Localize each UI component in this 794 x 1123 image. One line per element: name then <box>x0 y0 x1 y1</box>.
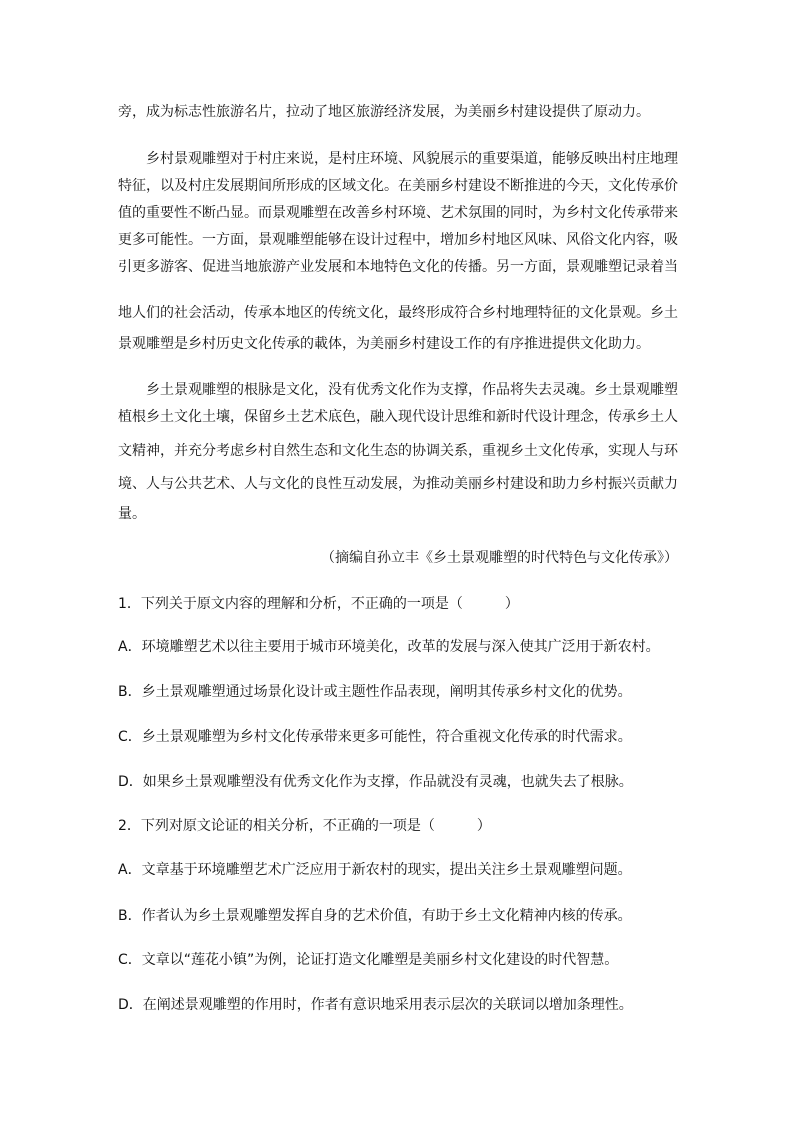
paragraph-line: 植根乡土文化土壤，保留乡土艺术底色，融入现代设计思维和新时代设计理念，传承乡土人 <box>118 409 678 425</box>
paragraph-line: 境、人与公共艺术、人与文化的良性互动发展，为推动美丽乡村建设和助力乡村振兴贡献力 <box>118 476 678 492</box>
question-option: A．文章基于环境雕塑艺术广泛应用于新农村的现实，提出关注乡土景观雕塑问题。 <box>118 862 632 878</box>
question-stem: 1．下列关于原文内容的理解和分析，不正确的一项是（ ） <box>118 596 519 612</box>
paragraph-line: 旁，成为标志性旅游名片，拉动了地区旅游经济发展，为美丽乡村建设提供了原动力。 <box>118 104 650 120</box>
paragraph-line: 引更多游客、促进当地旅游产业发展和本地特色文化的传播。另一方面，景观雕塑记录着当 <box>118 259 678 275</box>
question-option: B．作者认为乡土景观雕塑发挥自身的艺术价值，有助于乡土文化精神内核的传承。 <box>118 908 632 924</box>
paragraph-line: 文精神，并充分考虑乡村自然生态和文化生态的协调关系，重视乡土文化传承，实现人与环 <box>118 443 678 459</box>
paragraph-line: 值的重要性不断凸显。而景观雕塑在改善乡村环境、艺术氛围的同时，为乡村文化传承带来 <box>118 205 678 221</box>
paragraph-line: 景观雕塑是乡村历史文化传承的載体，为美丽乡村建设工作的有序推进提供文化助力。 <box>118 336 650 352</box>
paragraph-line: 更多可能性。一方面，景观雕塑能够在设计过程中，增加乡村地区风味、风俗文化内容，吸 <box>118 232 678 248</box>
question-option: C．文章以“莲花小镇”为例，论证打造文化雕塑是美丽乡村文化建设的时代智慧。 <box>118 952 619 968</box>
paragraph-line: 特征，以及村庄发展期间所形成的区域文化。在美丽乡村建设不断推进的今天，文化传承价 <box>118 178 678 194</box>
question-option: D．如果乡土景观雕塑没有优秀文化作为支撑，作品就没有灵魂，也就失去了根脉。 <box>118 774 633 790</box>
paragraph-line: 乡村景观雕塑对于村庄来说，是村庄环境、风貌展示的重要渠道，能够反映出村庄地理 <box>146 151 678 167</box>
paragraph-line: 量。 <box>118 506 146 522</box>
paragraph-line: 乡土景观雕塑的根脉是文化，没有优秀文化作为支撑，作品将失去灵魂。乡土景观雕塑 <box>146 382 678 398</box>
question-option: A．环境雕塑艺术以往主要用于城市环境美化，改革的发展与深入使其广泛用于新农村。 <box>118 639 660 655</box>
question-stem: 2．下列对原文论证的相关分析，不正确的一项是（ ） <box>118 818 491 834</box>
question-option: D．在阐述景观雕塑的作用时，作者有意识地采用表示层次的关联词以增加条理性。 <box>118 997 633 1013</box>
paragraph-line: 地人们的社会活动，传承本地区的传统文化，最终形成符合乡村地理特征的文化景观。乡土 <box>118 305 678 321</box>
question-option: C．乡土景观雕塑为乡村文化传承带来更多可能性，符合重视文化传承的时代需求。 <box>118 729 632 745</box>
source-citation: （摘编自孙立丰《乡土景观雕塑的时代特色与文化传承》） <box>321 550 678 566</box>
question-option: B．乡土景观雕塑通过场景化设计或主题性作品表现，阐明其传承乡村文化的优势。 <box>118 684 632 700</box>
